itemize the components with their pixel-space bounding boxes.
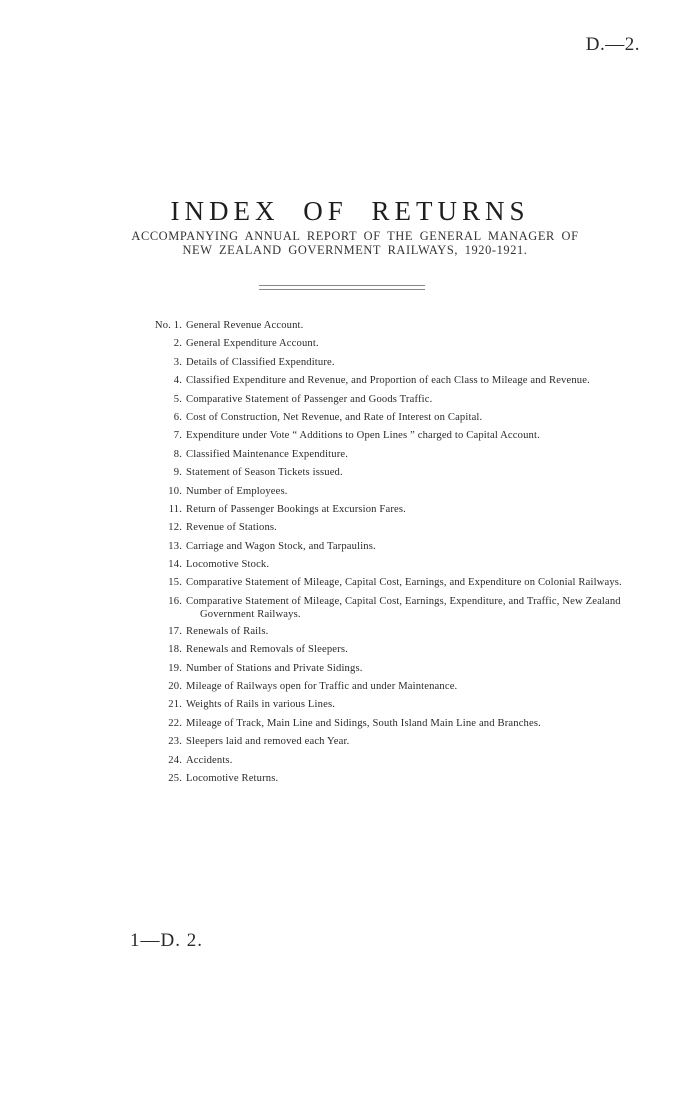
document-subtitle: ACCOMPANYING ANNUAL REPORT OF THE GENERAL MANAGER OF NEW ZEALAND GOVERNMENT RAILWAYS, 1920-1921.: [131, 229, 579, 257]
item-title: Details of Classified Expenditure.: [186, 356, 335, 368]
item-number: 22.: [168, 717, 182, 729]
item-title: General Expenditure Account.: [186, 338, 319, 350]
list-item: [150, 448, 670, 466]
item-title: Weights of Rails in various Lines.: [186, 699, 336, 711]
item-number: No. 1.: [154, 320, 182, 331]
item-number: 14.: [168, 559, 182, 571]
item-number: 19.: [168, 662, 182, 674]
item-number: 6.: [173, 411, 182, 423]
list-item: [150, 374, 670, 392]
returns-index-list: [150, 319, 670, 790]
list-item: [150, 540, 670, 558]
item-title: Revenue of Stations.: [186, 522, 277, 534]
item-number: 5.: [173, 393, 182, 405]
item-title: Comparative Statement of Mileage, Capital Cost, Earnings, Expenditure, and Traffic, New Zealand Government Railways.: [186, 595, 621, 620]
list-item: [150, 558, 670, 576]
item-title: Statement of Season Tickets issued.: [186, 467, 343, 479]
item-number: 21.: [168, 699, 182, 711]
list-item: [150, 754, 670, 772]
list-item: [150, 576, 670, 594]
list-item: [150, 521, 670, 539]
document-title: INDEX OF RETURNS: [170, 196, 530, 226]
item-number: 10.: [168, 485, 182, 497]
item-number: 16.: [168, 595, 182, 607]
item-number: 23.: [168, 736, 182, 748]
item-number: 13.: [168, 540, 182, 552]
item-number: 20.: [168, 681, 182, 693]
item-title: Classified Maintenance Expenditure.: [186, 448, 349, 460]
item-title: Classified Expenditure and Revenue, and Proportion of each Class to Mileage and Revenue.: [186, 375, 590, 387]
item-title: Number of Stations and Private Sidings.: [186, 662, 363, 674]
item-title: Sleepers laid and removed each Year.: [186, 736, 350, 748]
item-title: General Revenue Account.: [186, 320, 304, 331]
item-title: Locomotive Stock.: [186, 559, 270, 571]
list-item: [150, 393, 670, 411]
item-title: Renewals and Removals of Sleepers.: [186, 644, 348, 656]
list-item: [150, 772, 670, 790]
list-item: [150, 717, 670, 735]
list-item: [150, 485, 670, 503]
item-number: 9.: [173, 467, 182, 479]
item-number: 18.: [168, 644, 182, 656]
item-title: Number of Employees.: [186, 485, 288, 497]
list-item: [150, 680, 670, 698]
list-item: [150, 595, 670, 625]
list-item: [150, 503, 670, 521]
list-item: [150, 643, 670, 661]
item-title: Carriage and Wagon Stock, and Tarpaulins.: [186, 540, 376, 552]
item-title: Mileage of Railways open for Traffic and under Maintenance.: [186, 681, 458, 693]
list-item: [150, 337, 670, 355]
item-number: 24.: [168, 754, 182, 766]
list-item: [150, 411, 670, 429]
item-title: Accidents.: [186, 754, 233, 766]
item-title: Comparative Statement of Mileage, Capital Cost, Earnings, and Expenditure on Colonial Railways.: [186, 577, 622, 589]
item-title: Return of Passenger Bookings at Excursion Fares.: [186, 503, 406, 515]
list-item: [150, 625, 670, 643]
item-number: 2.: [173, 338, 182, 350]
list-item: [150, 662, 670, 680]
item-number: 3.: [173, 356, 182, 368]
item-title: Mileage of Track, Main Line and Sidings, South Island Main Line and Branches.: [186, 717, 541, 729]
list-item: [150, 735, 670, 753]
item-number: 15.: [168, 577, 182, 589]
item-number: 12.: [168, 522, 182, 534]
item-title: Comparative Statement of Passenger and Goods Traffic.: [186, 393, 433, 405]
list-item: [150, 466, 670, 484]
item-number: 7.: [173, 430, 182, 442]
page-reference-footer: 1—D. 2.: [130, 930, 203, 951]
item-title: Cost of Construction, Net Revenue, and Rate of Interest on Capital.: [186, 411, 483, 423]
list-item: [150, 429, 670, 447]
item-title: Renewals of Rails.: [186, 625, 269, 637]
page-reference-header: D.—2.: [585, 34, 640, 55]
list-item: [150, 356, 670, 374]
item-title: Expenditure under Vote “ Additions to Open Lines ” charged to Capital Account.: [186, 430, 540, 442]
item-title: Locomotive Returns.: [186, 772, 279, 784]
item-number: 17.: [168, 625, 182, 637]
list-item: [150, 319, 670, 337]
item-number: 4.: [173, 375, 182, 387]
item-number: 25.: [168, 772, 182, 784]
item-number: 11.: [168, 503, 182, 515]
item-number: 8.: [173, 448, 182, 460]
list-item: [150, 698, 670, 716]
decorative-double-rule: [259, 285, 425, 290]
